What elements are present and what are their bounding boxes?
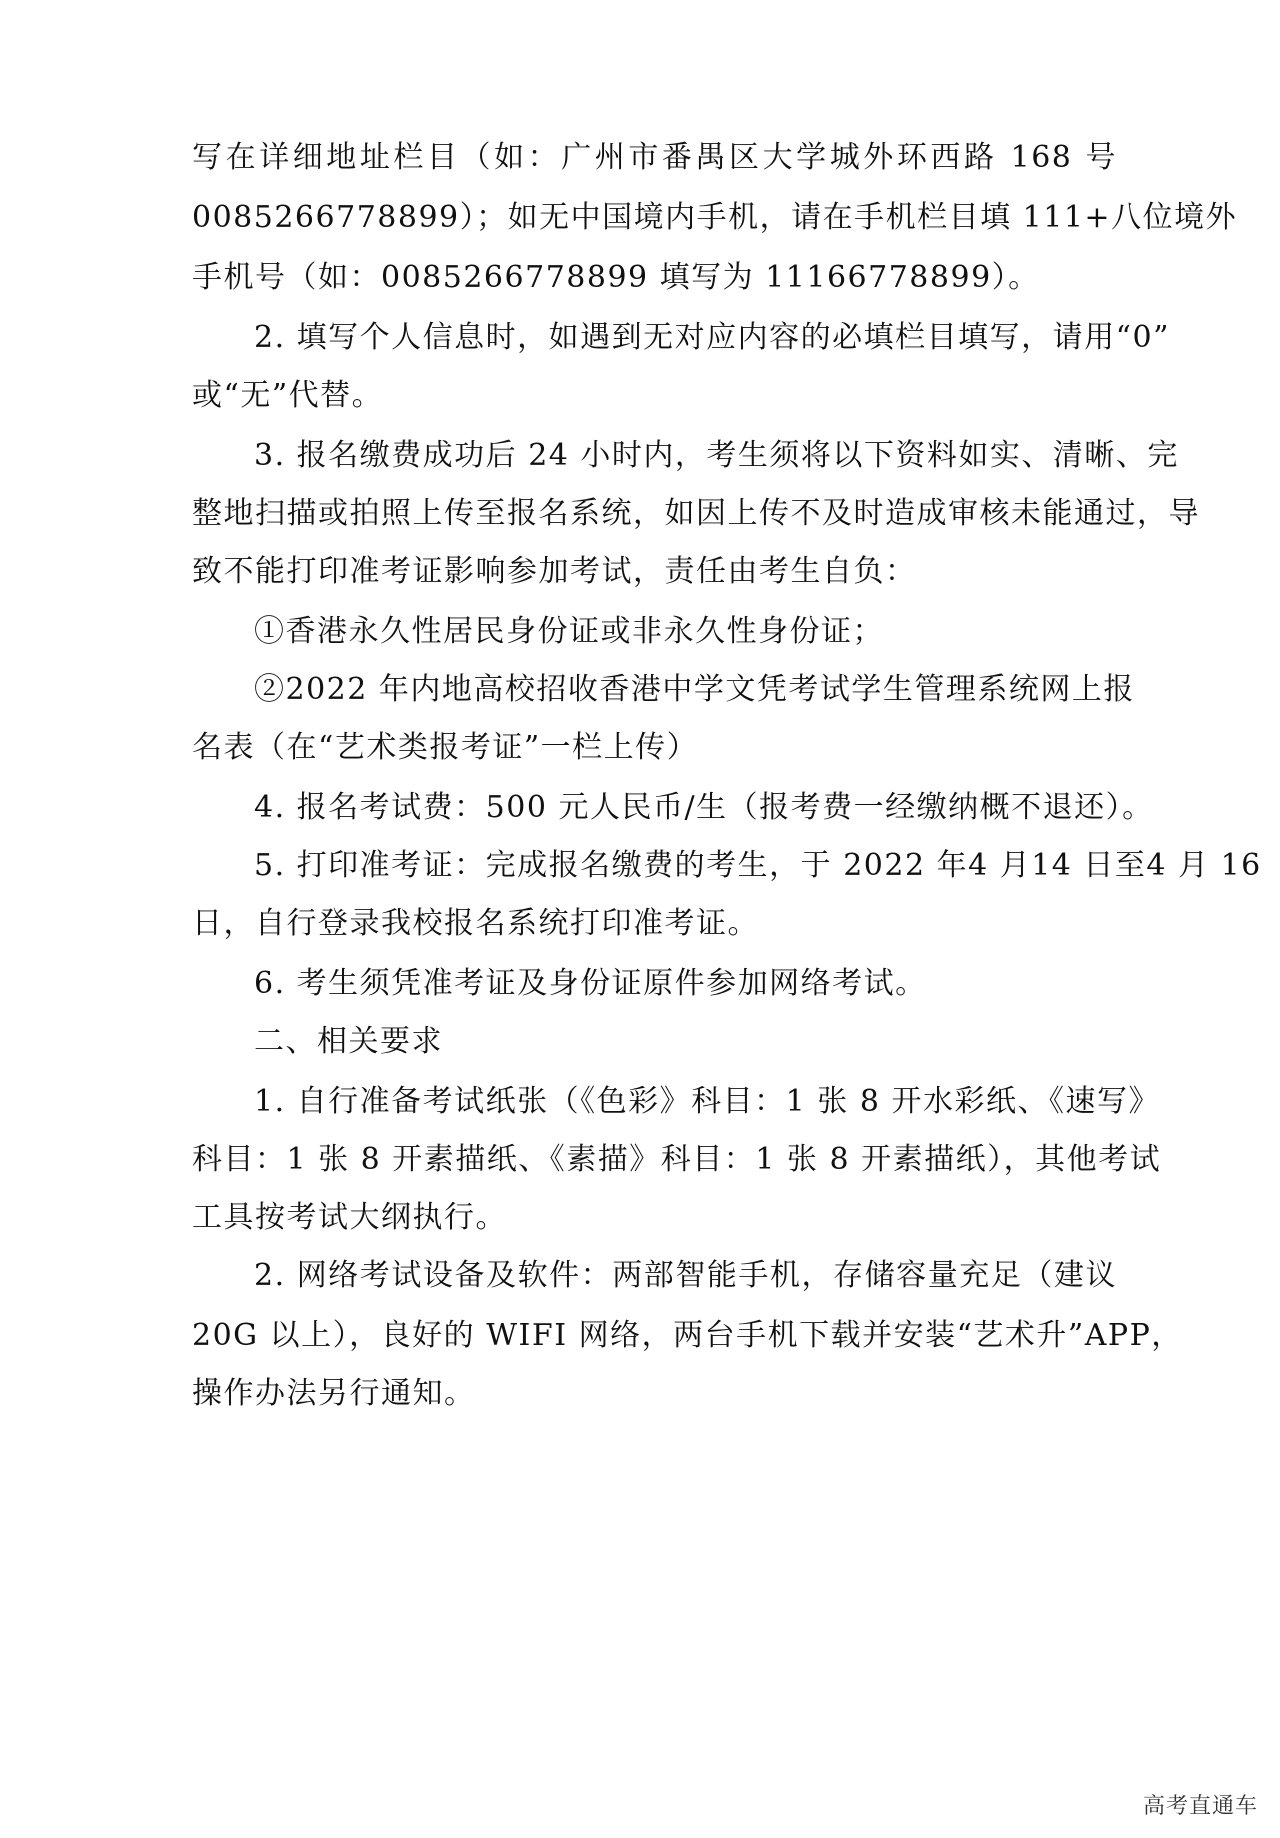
paragraph-line: 或“无”代替。 (192, 378, 384, 413)
paragraph-line: 2. 填写个人信息时，如遇到无对应内容的必填栏目填写，请用“0” (254, 320, 1170, 355)
paragraph-line: 5. 打印准考证：完成报名缴费的考生，于 2022 年4 月14 日至4 月 16 (254, 848, 1262, 883)
paragraph-line: 整地扫描或拍照上传至报名系统，如因上传不及时造成审核未能通过，导 (192, 496, 1200, 531)
paragraph-line: 20G 以上），良好的 WIFI 网络，两台手机下载并安装“艺术升”APP， (192, 1318, 1183, 1353)
paragraph-line: 6. 考生须凭准考证及身份证原件参加网络考试。 (254, 966, 927, 1001)
paragraph-line: 3. 报名缴费成功后 24 小时内，考生须将以下资料如实、清晰、完 (254, 438, 1179, 473)
section-heading: 二、相关要求 (254, 1024, 443, 1059)
paragraph-line: 致不能打印准考证影响参加考试，责任由考生自负： (192, 554, 917, 589)
paragraph-line: 名表（在“艺术类报考证”一栏上传） (192, 730, 699, 765)
paragraph-line: 1. 自行准备考试纸张（《色彩》科目：1 张 8 开水彩纸、《速写》 (254, 1084, 1160, 1119)
paragraph-line: 手机号（如：0085266778899 填写为 11166778899）。 (192, 260, 1040, 295)
paragraph-line: 写在详细地址栏目（如：广州市番禺区大学城外环西路 168 号 (192, 140, 1117, 175)
paragraph-line: 日，自行登录我校报名系统打印准考证。 (192, 906, 759, 941)
watermark: 高考直通车 (1142, 1794, 1258, 1819)
list-item: ①香港永久性居民身份证或非永久性身份证； (254, 614, 884, 649)
paragraph-line: 4. 报名考试费：500 元人民币/生（报考费一经缴纳概不退还）。 (254, 790, 1154, 825)
paragraph-line: 0085266778899）；如无中国境内手机，请在手机栏目填 111+八位境外 (192, 200, 1238, 235)
paragraph-line: 工具按考试大纲执行。 (192, 1200, 507, 1235)
paragraph-line: 操作办法另行通知。 (192, 1376, 476, 1411)
list-item: ②2022 年内地高校招收香港中学文凭考试学生管理系统网上报 (254, 672, 1135, 707)
paragraph-line: 2. 网络考试设备及软件：两部智能手机，存储容量充足（建议 (254, 1258, 1117, 1293)
paragraph-line: 科目：1 张 8 开素描纸、《素描》科目：1 张 8 开素描纸），其他考试 (192, 1142, 1162, 1177)
